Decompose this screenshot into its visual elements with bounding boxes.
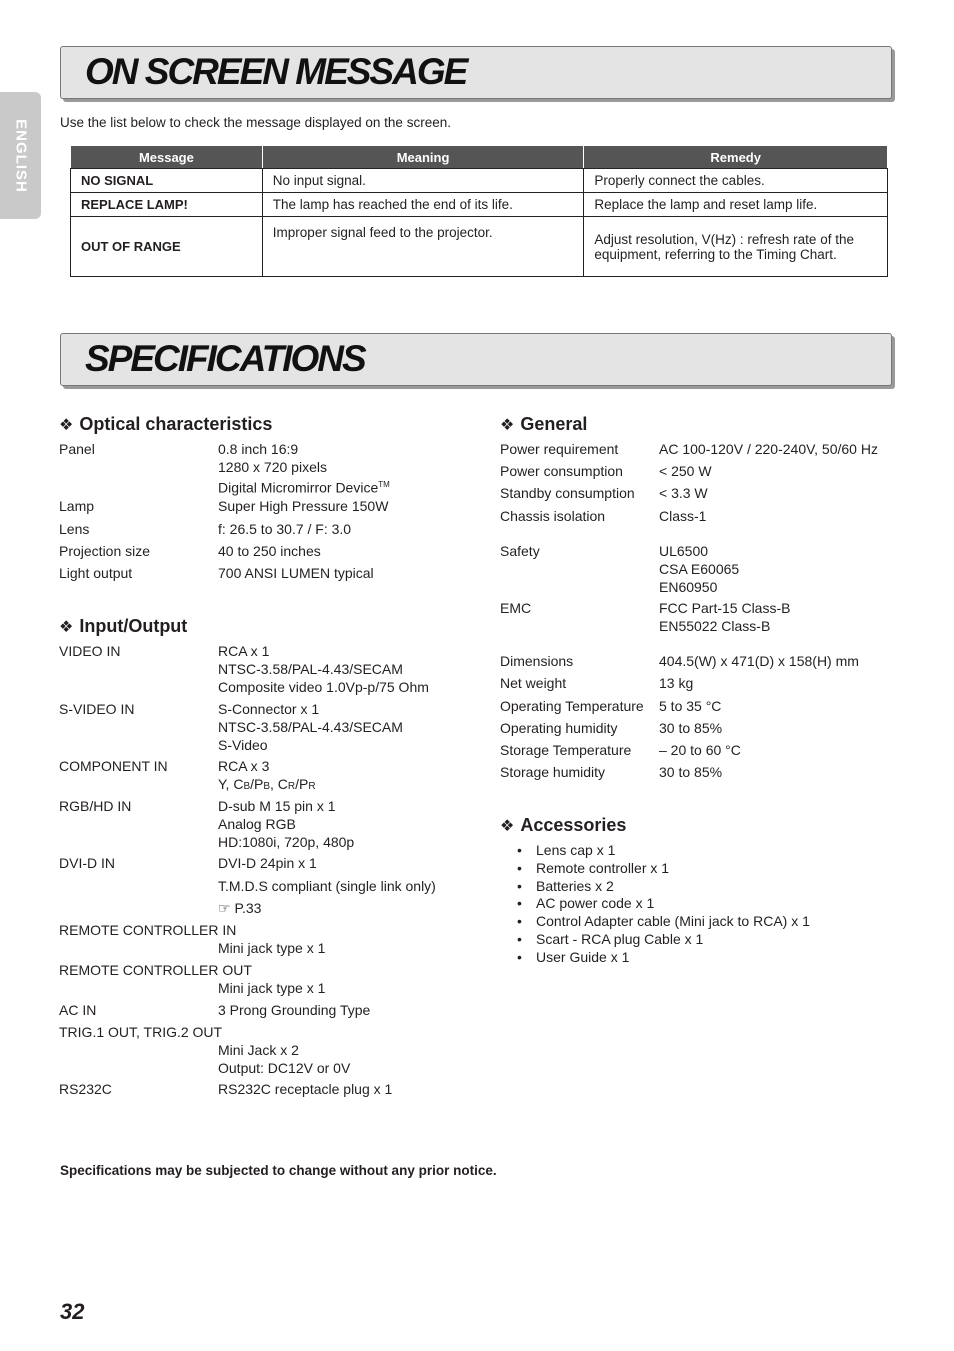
spec-label: Standby consumption xyxy=(500,485,635,501)
spec-value: 30 to 85% xyxy=(659,720,723,736)
spec-label: Power requirement xyxy=(500,441,619,457)
spec-value: Mini jack type x 1 xyxy=(218,940,326,956)
spec-label: AC IN xyxy=(59,1002,97,1018)
diamond-icon: ❖ xyxy=(500,417,515,434)
spec-value: NTSC-3.58/PAL-4.43/SECAM xyxy=(218,661,403,677)
page-reference: P.33 xyxy=(234,900,262,916)
spec-value: 0.8 inch 16:9 xyxy=(218,441,299,457)
spec-value: 40 to 250 inches xyxy=(218,543,321,559)
meaning-cell: The lamp has reached the end of its life. xyxy=(262,193,584,217)
message-cell: OUT OF RANGE xyxy=(71,217,263,277)
optical-heading-text: Optical characteristics xyxy=(79,414,273,434)
spec-value: RCA x 3 xyxy=(218,758,270,774)
accessories-heading-text: Accessories xyxy=(520,815,627,835)
spec-value: Output: DC12V or 0V xyxy=(218,1060,351,1076)
remedy-cell: Replace the lamp and reset lamp life. xyxy=(584,193,888,217)
on-screen-message-title: ON SCREEN MESSAGE xyxy=(85,51,467,92)
accessories-list xyxy=(517,842,810,967)
list-item: • Batteries x 2 xyxy=(517,878,810,896)
spec-value: Mini Jack x 2 xyxy=(218,1042,299,1058)
spec-label: Panel xyxy=(59,441,95,457)
header-remedy: Remedy xyxy=(584,146,888,169)
io-heading-text: Input/Output xyxy=(79,616,188,636)
spec-value: – 20 to 60 °C xyxy=(659,742,741,758)
spec-value: HD:1080i, 720p, 480p xyxy=(218,834,355,850)
language-side-tab xyxy=(0,92,41,219)
spec-value: Super High Pressure 150W xyxy=(218,498,389,514)
spec-label: S-VIDEO IN xyxy=(59,701,135,717)
spec-label: Storage humidity xyxy=(500,764,606,780)
diamond-icon: ❖ xyxy=(59,417,74,434)
spec-label: DVI-D IN xyxy=(59,855,115,871)
io-heading xyxy=(59,616,187,637)
spec-label: Lamp xyxy=(59,498,95,514)
spec-value: RCA x 1 xyxy=(218,643,270,659)
list-item: • Remote controller x 1 xyxy=(517,860,810,878)
message-cell: REPLACE LAMP! xyxy=(71,193,263,217)
language-label: ENGLISH xyxy=(12,118,29,193)
spec-value: T.M.D.S compliant (single link only) xyxy=(218,878,436,894)
spec-value: S-Video xyxy=(218,737,268,753)
spec-label: RGB/HD IN xyxy=(59,798,132,814)
spec-label: Projection size xyxy=(59,543,151,559)
trademark-mark: TM xyxy=(378,480,390,489)
meaning-cell: Improper signal feed to the projector. xyxy=(262,217,584,277)
spec-value: S-Connector x 1 xyxy=(218,701,320,717)
spec-value: DVI-D 24pin x 1 xyxy=(218,855,317,871)
spec-label: TRIG.1 OUT, TRIG.2 OUT xyxy=(59,1024,223,1040)
spec-label: Power consumption xyxy=(500,463,623,479)
spec-value: Y, CB/PB, CR/PR xyxy=(218,776,316,792)
spec-value: CSA E60065 xyxy=(659,561,740,577)
spec-value: Class-1 xyxy=(659,508,707,524)
message-cell: NO SIGNAL xyxy=(71,169,263,193)
general-heading-text: General xyxy=(520,414,588,434)
meaning-cell: No input signal. xyxy=(262,169,584,193)
specs-right-column xyxy=(500,0,920,1351)
list-item: • Lens cap x 1 xyxy=(517,842,810,860)
spec-value: 5 to 35 °C xyxy=(659,698,722,714)
list-item: • Control Adapter cable (Mini jack to RCA) x 1 xyxy=(517,913,810,931)
spec-label: Net weight xyxy=(500,675,567,691)
spec-label: COMPONENT IN xyxy=(59,758,168,774)
spec-value: < 3.3 W xyxy=(659,485,708,501)
spec-label: Lens xyxy=(59,521,90,537)
spec-label: Light output xyxy=(59,565,133,581)
list-item: • Scart - RCA plug Cable x 1 xyxy=(517,931,810,949)
specifications-title: SPECIFICATIONS xyxy=(85,338,365,379)
spec-value: Mini jack type x 1 xyxy=(218,980,326,996)
page-number: 32 xyxy=(60,1299,85,1324)
diamond-icon: ❖ xyxy=(59,619,74,636)
header-meaning: Meaning xyxy=(262,146,584,169)
list-item: • User Guide x 1 xyxy=(517,949,810,967)
spec-label: Chassis isolation xyxy=(500,508,606,524)
spec-label: VIDEO IN xyxy=(59,643,121,659)
spec-label: EMC xyxy=(500,600,532,616)
spec-value: f: 26.5 to 30.7 / F: 3.0 xyxy=(218,521,352,537)
spec-label: Operating humidity xyxy=(500,720,618,736)
general-heading xyxy=(500,414,587,435)
specs-change-note: Specifications may be subjected to change without any prior notice. xyxy=(60,1163,497,1178)
spec-value: < 250 W xyxy=(659,463,712,479)
spec-value: Composite video 1.0Vp-p/75 Ohm xyxy=(218,679,429,695)
pointing-hand-icon: ☞ xyxy=(218,900,231,916)
on-screen-intro: Use the list below to check the message displayed on the screen. xyxy=(60,115,451,130)
spec-label: RS232C xyxy=(59,1081,112,1097)
spec-value: UL6500 xyxy=(659,543,709,559)
spec-value: 404.5(W) x 471(D) x 158(H) mm xyxy=(659,653,859,669)
spec-label: Storage Temperature xyxy=(500,742,632,758)
optical-heading xyxy=(59,414,272,435)
spec-label: Dimensions xyxy=(500,653,574,669)
spec-label: REMOTE CONTROLLER OUT xyxy=(59,962,252,978)
spec-value: 3 Prong Grounding Type xyxy=(218,1002,371,1018)
spec-label: Safety xyxy=(500,543,540,559)
spec-value: NTSC-3.58/PAL-4.43/SECAM xyxy=(218,719,403,735)
spec-value: 1280 x 720 pixels xyxy=(218,459,327,475)
spec-value: Analog RGB xyxy=(218,816,296,832)
remedy-cell: Properly connect the cables. xyxy=(584,169,888,193)
specs-left-column xyxy=(59,0,479,1351)
spec-label: Operating Temperature xyxy=(500,698,644,714)
header-message: Message xyxy=(71,146,263,169)
diamond-icon: ❖ xyxy=(500,818,515,835)
spec-label: REMOTE CONTROLLER IN xyxy=(59,922,237,938)
spec-value: 13 kg xyxy=(659,675,694,691)
accessories-heading xyxy=(500,815,626,836)
spec-value: EN60950 xyxy=(659,579,718,595)
spec-value: D-sub M 15 pin x 1 xyxy=(218,798,336,814)
spec-value: RS232C receptacle plug x 1 xyxy=(218,1081,393,1097)
spec-value: Digital Micromirror Device xyxy=(218,479,379,496)
list-item: • AC power code x 1 xyxy=(517,895,810,913)
spec-value: 30 to 85% xyxy=(659,764,723,780)
spec-value: AC 100-120V / 220-240V, 50/60 Hz xyxy=(659,441,878,457)
spec-value: EN55022 Class-B xyxy=(659,618,771,634)
spec-value: FCC Part-15 Class-B xyxy=(659,600,791,616)
spec-value: 700 ANSI LUMEN typical xyxy=(218,565,374,581)
remedy-cell: Adjust resolution, V(Hz) : refresh rate of the equipment, referring to the Timing Chart. xyxy=(584,217,888,277)
